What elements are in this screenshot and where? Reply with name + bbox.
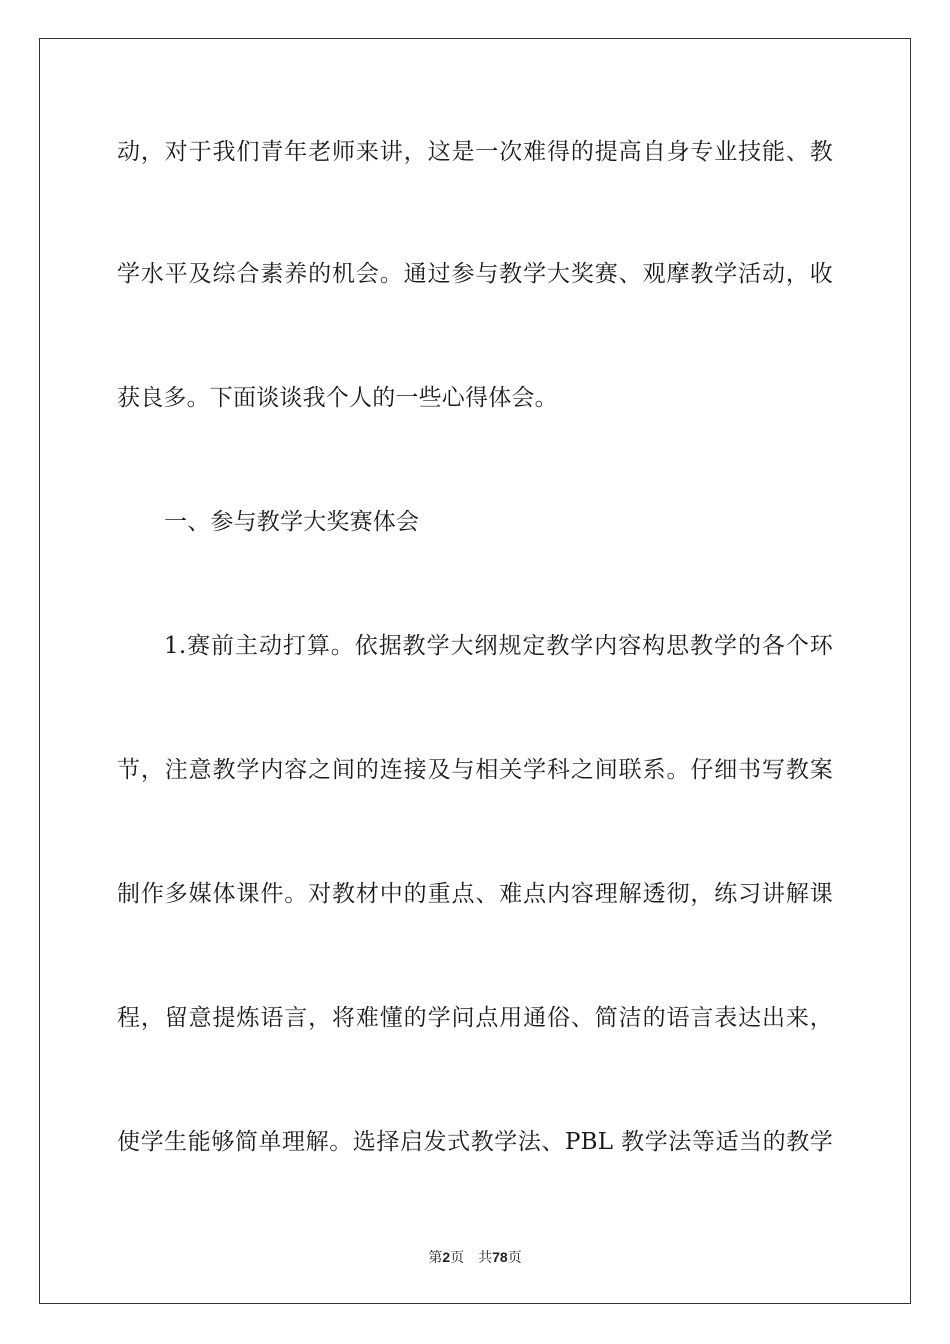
body-text-line: 动，对于我们青年老师来讲，这是一次难得的提高自身专业技能、教 [117,139,833,165]
page-border [39,38,911,1304]
total-prefix: 共 [478,1250,493,1266]
body-text-line: 获良多。下面谈谈我个人的一些心得体会。 [117,385,558,411]
body-text-line: 1.赛前主动打算。依据教学大纲规定教学内容构思教学的各个环 [164,633,833,659]
body-text-line: 学水平及综合素养的机会。通过参与教学大奖赛、观摩教学活动，收 [117,261,833,287]
body-text-line: 制作多媒体课件。对教材中的重点、难点内容理解透彻，练习讲解课 [117,881,833,907]
section-heading: 一、参与教学大奖赛体会 [164,509,420,535]
page-number: 2 [442,1249,451,1265]
body-text-line: 程，留意提炼语言，将难懂的学问点用通俗、简洁的语言表达出来， [117,1005,833,1031]
body-text-line: 节，注意教学内容之间的连接及与相关学科之间联系。仔细书写教案 [117,757,833,783]
total-suffix: 页 [507,1250,522,1266]
body-text-line: 使学生能够简单理解。选择启发式教学法、PBL 教学法等适当的教学 [117,1129,833,1155]
page-footer [0,1248,950,1267]
page-suffix: 页 [450,1250,465,1266]
total-pages: 78 [492,1249,508,1265]
page-prefix: 第 [428,1250,443,1266]
